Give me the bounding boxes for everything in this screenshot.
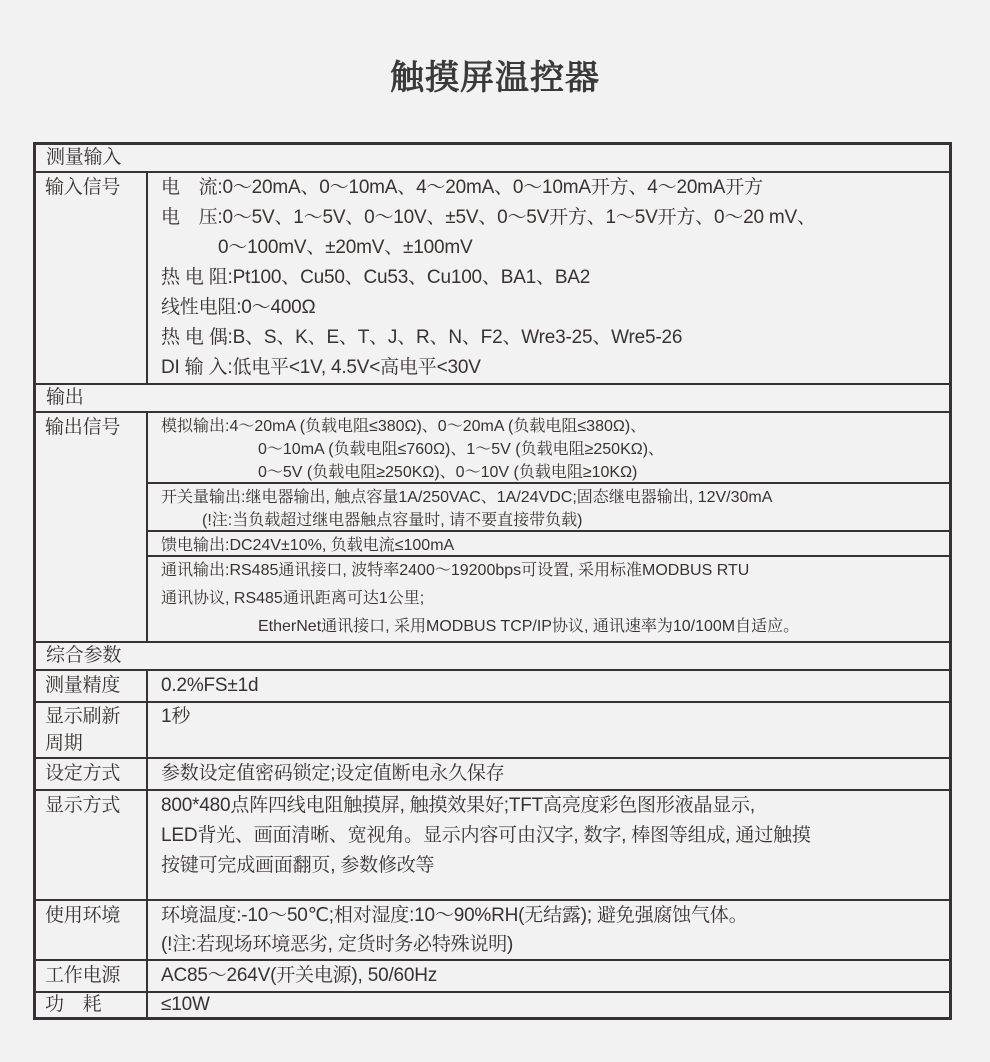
row-label-power-supply: 工作电源: [36, 961, 148, 991]
display-mode-content: [148, 791, 949, 899]
accuracy-value: 0.2%FS±1d: [161, 675, 259, 696]
content-line: DI 输 入:低电平<1V, 4.5V<高电平<30V: [161, 357, 481, 378]
row-label-display-mode: 显示方式: [36, 791, 148, 899]
output-signal-content: [148, 413, 949, 641]
power-supply-value: AC85～264V(开关电源), 50/60Hz: [161, 965, 438, 986]
content-line: 按键可完成画面翻页, 参数修改等: [161, 855, 435, 876]
content-line: (!注:若现场环境恶劣, 定货时务必特殊说明): [161, 934, 514, 955]
content-line: 0～5V (负载电阻≥250KΩ)、0～10V (负载电阻≥10KΩ): [258, 464, 638, 481]
row-label-setting-mode: 设定方式: [36, 759, 148, 789]
content-line: LED背光、画面清晰、宽视角。显示内容可由汉字, 数字, 棒图等组成, 通过触摸: [161, 825, 811, 846]
row-input-signal: [36, 171, 949, 383]
content-line: 通讯输出:RS485通讯接口, 波特率2400～19200bps可设置, 采用标准MODBUS RTU: [161, 562, 750, 579]
content-line: 开关量输出:继电器输出, 触点容量1A/250VAC、1A/24VDC;固态继电器输出, 12V/30mA: [161, 489, 773, 506]
content-line: 热 电 阻:Pt100、Cu50、Cu53、Cu100、BA1、BA2: [161, 267, 591, 288]
power-consumption-value: ≤10W: [161, 994, 210, 1015]
row-environment: [36, 899, 949, 959]
row-power-consumption: [36, 991, 949, 1017]
row-accuracy: [36, 669, 949, 701]
content-line: 0～100mV、±20mV、±100mV: [218, 237, 473, 258]
section-output: 输出: [36, 383, 949, 411]
section-measure-input: 测量输入: [46, 147, 122, 168]
content-line: 环境温度:-10～50℃;相对湿度:10～90%RH(无结露); 避免强腐蚀气体。: [161, 905, 748, 926]
section-general: 综合参数: [36, 641, 949, 669]
content-line: 电 流:0～20mA、0～10mA、4～20mA、0～10mA开方、4～20mA开方: [161, 177, 763, 198]
row-label-input-signal: 输入信号: [36, 173, 148, 383]
row-label-environment: 使用环境: [36, 901, 148, 959]
subrow-analog-output: [148, 413, 949, 482]
content-line: 电 压:0～5V、1～5V、0～10V、±5V、0～5V开方、1～5V开方、0～20 mV、: [161, 207, 816, 228]
row-refresh-cycle: [36, 701, 949, 757]
content-line: 通讯协议, RS485通讯距离可达1公里;: [161, 590, 425, 607]
row-setting-mode: [36, 757, 949, 789]
row-power-supply: [36, 959, 949, 991]
refresh-cycle-value: 1秒: [161, 706, 191, 727]
subrow-feed-output: [148, 530, 949, 555]
row-label-power-consumption: 功 耗: [36, 993, 148, 1017]
subrow-comm-output: [148, 555, 949, 641]
row-display-mode: [36, 789, 949, 899]
input-signal-content: [148, 173, 949, 383]
content-line: 模拟输出:4～20mA (负载电阻≤380Ω)、0～20mA (负载电阻≤380Ω)、: [161, 418, 647, 435]
content-line: 800*480点阵四线电阻触摸屏, 触摸效果好;TFT高亮度彩色图形液晶显示,: [161, 795, 755, 816]
content-line: (!注:当负载超过继电器触点容量时, 请不要直接带负载): [202, 512, 583, 529]
row-output-signal: [36, 411, 949, 641]
subrow-switch-output: [148, 482, 949, 530]
environment-content: [148, 901, 949, 959]
content-line: 线性电阻:0～400Ω: [161, 297, 316, 318]
content-line: 热 电 偶:B、S、K、E、T、J、R、N、F2、Wre3-25、Wre5-26: [161, 327, 683, 348]
content-line: 0～10mA (负载电阻≤760Ω)、1～5V (负载电阻≥250KΩ)、: [258, 441, 665, 458]
setting-mode-value: 参数设定值密码锁定;设定值断电永久保存: [161, 763, 505, 784]
spec-table: [33, 142, 952, 1020]
page-title: 触摸屏温控器: [390, 59, 600, 97]
row-label-refresh-cycle: 显示刷新 周期: [36, 703, 148, 757]
row-label-accuracy: 测量精度: [36, 671, 148, 701]
content-line: EtherNet通讯接口, 采用MODBUS TCP/IP协议, 通讯速率为10/100M自适应。: [258, 618, 800, 635]
row-label-output-signal: 输出信号: [36, 413, 148, 641]
content-line: 馈电输出:DC24V±10%, 负载电流≤100mA: [161, 537, 455, 554]
